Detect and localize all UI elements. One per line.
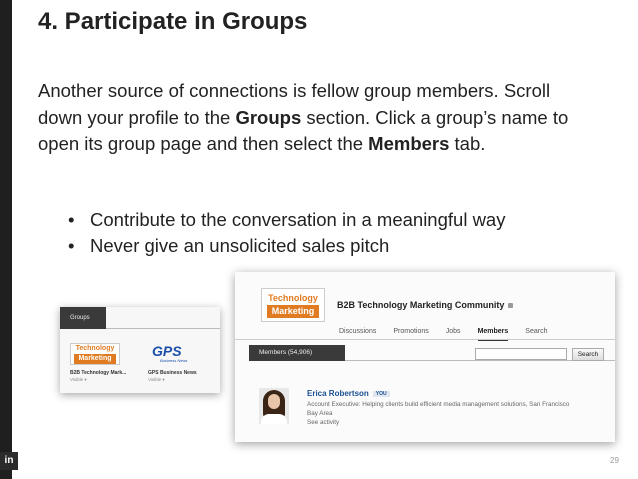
group-name-link[interactable]: B2B Technology Mark...: [70, 370, 127, 376]
linkedin-icon: in: [0, 452, 18, 470]
logo-line-2: Marketing: [267, 305, 319, 318]
group-title: [337, 300, 513, 310]
members-search-input[interactable]: [475, 348, 567, 360]
tab-members[interactable]: Members: [478, 328, 509, 341]
lock-icon: [508, 303, 513, 308]
gps-logo-text: GPS: [152, 343, 182, 359]
technology-marketing-logo[interactable]: [70, 343, 120, 365]
member-name: [307, 389, 390, 398]
groups-section-screenshot: [60, 307, 220, 393]
avatar[interactable]: [259, 388, 289, 424]
avatar-shirt: [261, 414, 287, 424]
group-members-screenshot: [235, 272, 615, 442]
slide-paragraph: [38, 78, 598, 158]
logo-line-2: Marketing: [74, 354, 116, 364]
logo-line-1: Technology: [268, 293, 318, 303]
avatar-face: [268, 394, 280, 409]
tab-search[interactable]: Search: [525, 328, 548, 335]
left-accent-bar: [0, 0, 12, 479]
tabs-divider: [235, 339, 615, 340]
technology-marketing-logo: [261, 288, 325, 322]
member-name-link[interactable]: Erica Robertson: [307, 389, 369, 398]
group-visibility[interactable]: Visible ▾: [70, 377, 87, 382]
groups-header: Groups: [60, 307, 106, 329]
gps-business-news-logo[interactable]: [146, 343, 206, 365]
members-count-header: Members (54,906): [249, 345, 345, 361]
group-name-link[interactable]: GPS Business News: [148, 370, 197, 376]
bullet-item: • Never give an unsolicited sales pitch: [68, 233, 505, 259]
para-text-3: tab.: [449, 133, 486, 154]
gps-logo-tagline: Business News: [160, 358, 188, 363]
slide-title: 4. Participate in Groups: [38, 8, 308, 35]
bullet-list: [68, 207, 505, 259]
tab-discussions[interactable]: Discussions: [339, 328, 377, 335]
para-text-2: section. Click a group’s name to open its group page and then select the: [38, 106, 569, 154]
you-badge: YOU: [373, 391, 390, 397]
groups-header-rule: [106, 328, 220, 329]
search-button[interactable]: Search: [572, 348, 604, 361]
logo-line-1: Technology: [75, 345, 115, 352]
bullet-item: • Contribute to the conversation in a meaningful way: [68, 207, 505, 233]
para-text-1: Another source of connections is fellow group members. Scroll down your profile to the: [38, 80, 551, 128]
group-title-text: B2B Technology Marketing Community: [337, 300, 505, 310]
tab-jobs[interactable]: Jobs: [445, 328, 461, 335]
see-activity-link[interactable]: See activity: [307, 419, 340, 426]
group-visibility[interactable]: Visible ▾: [148, 377, 165, 382]
para-bold-groups: Groups: [235, 106, 302, 128]
member-headline: Account Executive: Helping clients build efficient media management solutions, San Francisco: [307, 401, 570, 408]
page-number: 29: [610, 456, 619, 465]
member-location: Bay Area: [307, 410, 333, 417]
para-bold-members: Members: [368, 133, 450, 154]
tab-promotions[interactable]: Promotions: [393, 328, 429, 335]
